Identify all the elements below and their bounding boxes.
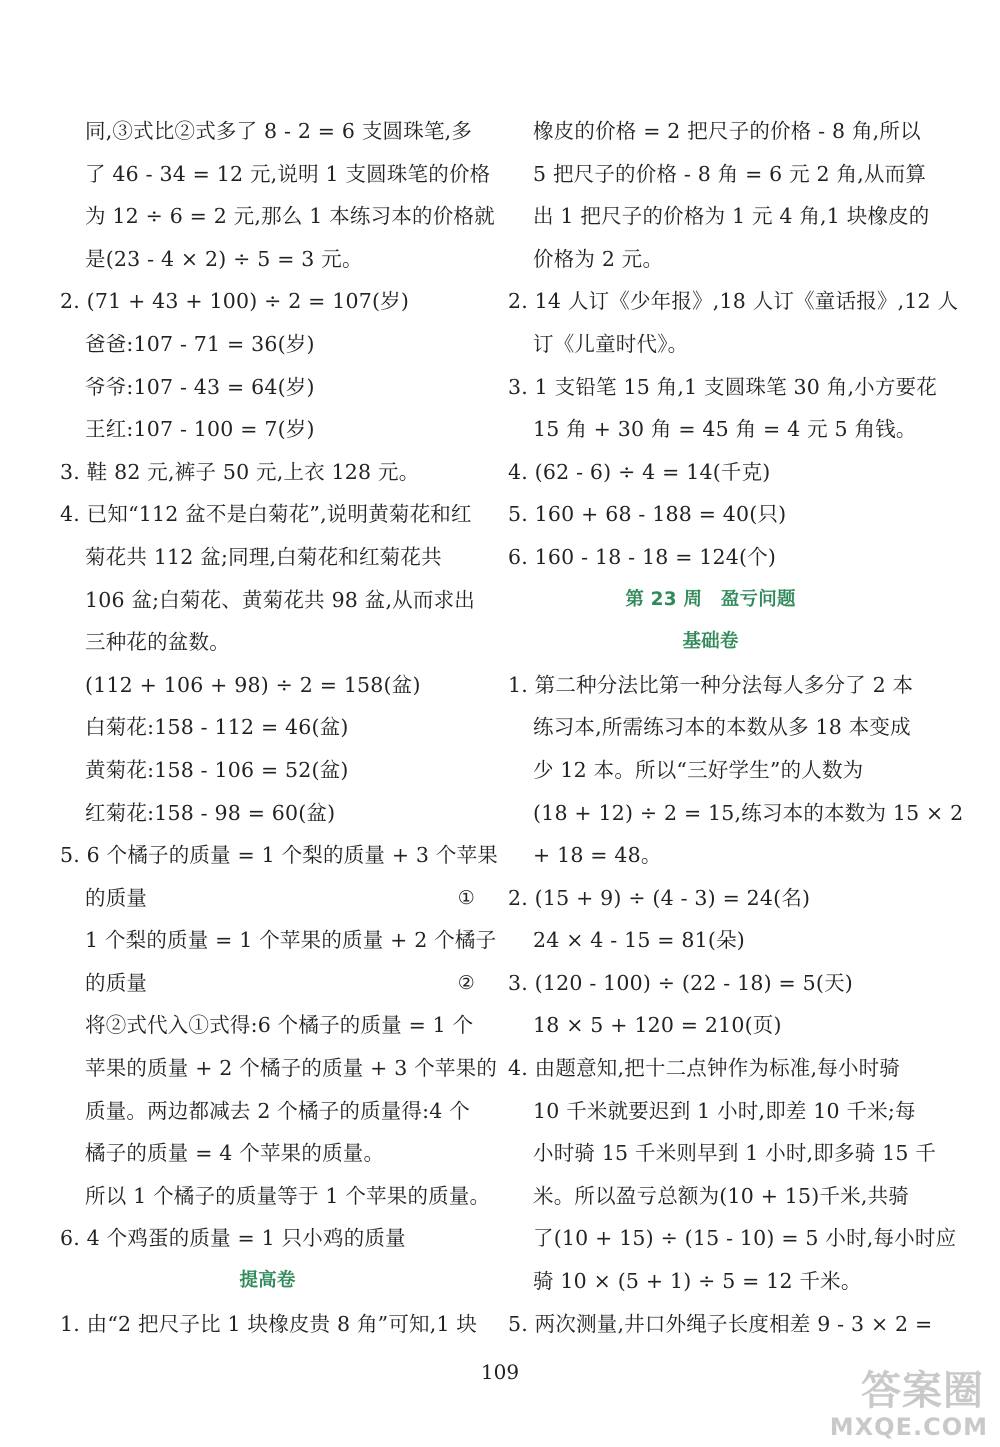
answer-line: 价格为 2 元。 [533, 246, 664, 271]
answer-line: 106 盆;白菊花、黄菊花共 98 盆,从而求出 [85, 587, 475, 612]
answer-line: 3. 鞋 82 元,裤子 50 元,上衣 128 元。 [60, 459, 420, 484]
answer-line: 苹果的质量 + 2 个橘子的质量 + 3 个苹果的 [85, 1056, 498, 1081]
answer-line: 5 把尺子的价格 - 8 角 = 6 元 2 角,从而算 [533, 161, 927, 186]
answer-line: 18 × 5 + 120 = 210(页) [533, 1013, 782, 1038]
answer-line: 质量。两边都减去 2 个橘子的质量得:4 个 [85, 1098, 470, 1123]
section-heading: 基础卷 [682, 631, 739, 653]
answer-line: 1. 第二种分法比第一种分法每人多分了 2 本 [508, 672, 914, 697]
answer-line: 了 46 - 34 = 12 元,说明 1 支圆珠笔的价格 [85, 161, 491, 186]
page-number: 109 [480, 1360, 520, 1384]
answer-line: 5. 6 个橘子的质量 = 1 个梨的质量 + 3 个苹果 [60, 843, 498, 868]
answer-line: + 18 = 48。 [533, 843, 662, 868]
answer-line: 5. 160 + 68 - 188 = 40(只) [508, 502, 787, 527]
watermark-logo [829, 1359, 992, 1441]
answer-line: 少 12 本。所以“三好学生”的人数为 [533, 757, 864, 782]
answer-line: 橡皮的价格 = 2 把尺子的价格 - 8 角,所以 [533, 119, 921, 143]
answer-line: 练习本,所需练习本的本数从多 18 本变成 [533, 715, 911, 740]
answer-line: (18 + 12) ÷ 2 = 15,练习本的本数为 15 × 2 [533, 800, 964, 825]
answer-line: 小时骑 15 千米则早到 1 小时,即多骑 15 千 [533, 1141, 937, 1166]
answer-line: 5. 两次测量,井口外绳子长度相差 9 - 3 × 2 = [508, 1311, 933, 1336]
answer-line: 橘子的质量 = 4 个苹果的质量。 [85, 1141, 385, 1166]
answer-line: 红菊花:158 - 98 = 60(盆) [85, 800, 336, 825]
answer-line: 米。所以盈亏总额为(10 + 15)千米,共骑 [533, 1183, 909, 1208]
answer-line: 出 1 把尺子的价格为 1 元 4 角,1 块橡皮的 [533, 204, 930, 229]
answer-line: 白菊花:158 - 112 = 46(盆) [85, 715, 349, 740]
answer-line: 2. (15 + 9) ÷ (4 - 3) = 24(名) [508, 885, 811, 910]
answer-line: (112 + 106 + 98) ÷ 2 = 158(盆) [85, 672, 421, 697]
answer-line: 10 千米就要迟到 1 小时,即差 10 千米;每 [533, 1098, 916, 1123]
section-heading: 第 23 周 盈亏问题 [625, 588, 796, 610]
answer-line: 1 个梨的质量 = 1 个苹果的质量 + 2 个橘子 [85, 928, 497, 953]
answer-line [60, 877, 475, 920]
answer-line-text: 的质量 [85, 970, 148, 995]
answer-line: 爷爷:107 - 43 = 64(岁) [85, 374, 315, 399]
answer-line: 6. 160 - 18 - 18 = 124(个) [508, 544, 777, 569]
answer-line [60, 962, 475, 1005]
equation-number-mark: ② [457, 971, 475, 994]
answer-line: 4. 由题意知,把十二点钟作为标准,每小时骑 [508, 1056, 901, 1081]
answer-line: 三种花的盆数。 [85, 630, 230, 655]
answer-line: 爸爸:107 - 71 = 36(岁) [85, 331, 315, 356]
answer-line: 24 × 4 - 15 = 81(朵) [533, 928, 745, 953]
answer-line: 是(23 - 4 × 2) ÷ 5 = 3 元。 [85, 246, 363, 271]
right-column [508, 110, 964, 1345]
answer-line: 1. 由“2 把尺子比 1 块橡皮贵 8 角”可知,1 块 [60, 1311, 478, 1336]
answer-line: 6. 4 个鸡蛋的质量 = 1 只小鸡的质量 [60, 1226, 406, 1251]
answer-line-text: 的质量 [85, 885, 148, 910]
answer-line: 所以 1 个橘子的质量等于 1 个苹果的质量。 [85, 1183, 491, 1208]
answer-line: 菊花共 112 盆;同理,白菊花和红菊花共 [85, 544, 442, 569]
answer-line: 2. (71 + 43 + 100) ÷ 2 = 107(岁) [60, 289, 410, 314]
answer-line: 将②式代入①式得:6 个橘子的质量 = 1 个 [85, 1013, 474, 1038]
answer-line: 王红:107 - 100 = 7(岁) [85, 417, 315, 442]
left-column [60, 110, 498, 1345]
answer-line: 4. 已知“112 盆不是白菊花”,说明黄菊花和红 [60, 502, 472, 527]
answer-line: 骑 10 × (5 + 1) ÷ 5 = 12 千米。 [533, 1269, 862, 1294]
answer-line: 3. 1 支铅笔 15 角,1 支圆珠笔 30 角,小方要花 [508, 374, 937, 399]
answer-line: 了(10 + 15) ÷ (15 - 10) = 5 小时,每小时应 [533, 1226, 957, 1251]
section-heading: 提高卷 [239, 1270, 296, 1292]
answer-line: 3. (120 - 100) ÷ (22 - 18) = 5(天) [508, 970, 853, 995]
answer-line: 15 角 + 30 角 = 45 角 = 4 元 5 角钱。 [533, 417, 917, 442]
answer-line: 4. (62 - 6) ÷ 4 = 14(千克) [508, 459, 771, 484]
answer-line: 2. 14 人订《少年报》,18 人订《童话报》,12 人 [508, 289, 959, 314]
watermark-text: 答案圈 [861, 1368, 984, 1414]
equation-number-mark: ① [457, 886, 475, 909]
answer-line: 为 12 ÷ 6 = 2 元,那么 1 本练习本的价格就 [85, 204, 495, 229]
answer-line: 同,③式比②式多了 8 - 2 = 6 支圆珠笔,多 [85, 119, 473, 143]
answer-line: 黄菊花:158 - 106 = 52(盆) [85, 757, 349, 782]
answer-line: 订《儿童时代》。 [533, 331, 689, 356]
watermark-url: MXQE.COM [829, 1413, 988, 1441]
